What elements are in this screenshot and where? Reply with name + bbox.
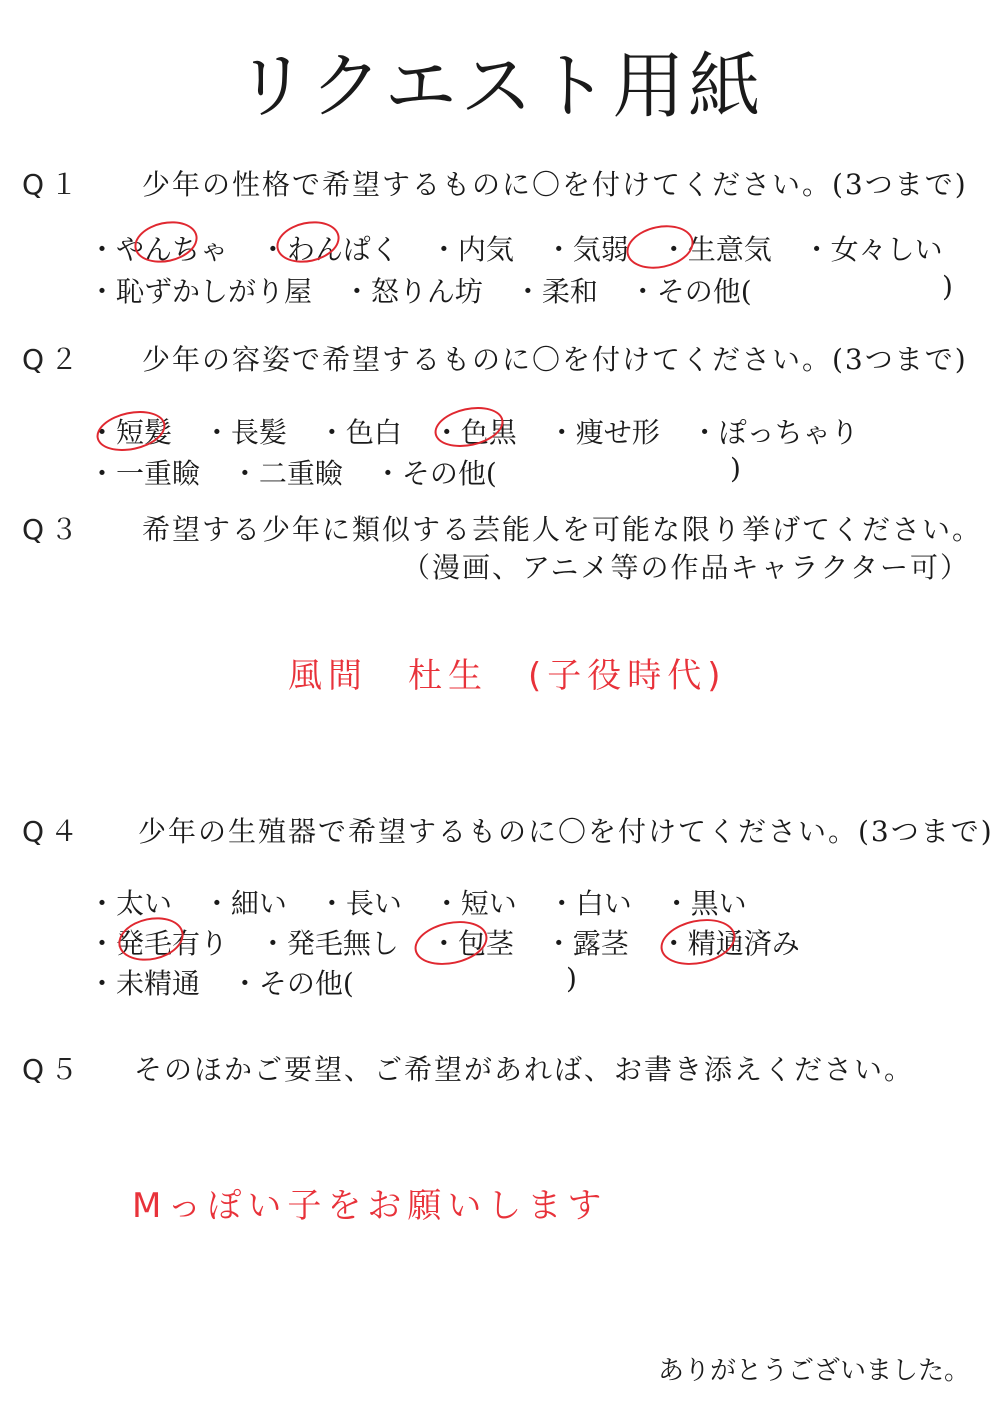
- q1-option[interactable]: ・女々しい: [802, 233, 943, 266]
- q1-option[interactable]: ・気弱: [544, 233, 629, 266]
- q2-option[interactable]: ・ぽっちゃり: [690, 416, 859, 449]
- q1-other-close-paren: ): [942, 270, 953, 303]
- q2-option[interactable]: ・短髪: [88, 416, 173, 449]
- q2-other-close-paren: ): [730, 452, 741, 485]
- q2-option[interactable]: ・色黒: [432, 416, 517, 449]
- q4-option[interactable]: ・細い: [202, 887, 287, 920]
- q4-option[interactable]: ・発毛有り: [88, 927, 229, 960]
- q2-option[interactable]: ・一重瞼: [88, 457, 201, 490]
- q4-option[interactable]: ・白い: [547, 887, 632, 920]
- q4-option[interactable]: ・長い: [317, 887, 402, 920]
- q4-option[interactable]: ・黒い: [662, 887, 747, 920]
- q1-option[interactable]: ・怒りん坊: [342, 275, 483, 308]
- q1-option[interactable]: ・生意気: [659, 233, 772, 266]
- q4-option-other[interactable]: ・その他(: [230, 967, 354, 1000]
- q2-options-row2: [88, 452, 519, 492]
- q4-option[interactable]: ・未精通: [88, 967, 201, 1000]
- closing-thanks: ありがとうございました。: [657, 1356, 970, 1386]
- q1-options-row2: [88, 270, 774, 310]
- q1-number: Q１: [22, 168, 85, 201]
- q1-option[interactable]: ・柔和: [513, 275, 598, 308]
- q2-option[interactable]: ・長髪: [202, 416, 287, 449]
- q2-number: Q２: [22, 343, 85, 376]
- q1-option[interactable]: ・やんちゃ: [88, 233, 229, 266]
- q3-note: （漫画、アニメ等の作品キャラクター可）: [401, 551, 970, 584]
- q4-options-row1: [88, 882, 769, 922]
- q1-option[interactable]: ・わんぱく: [258, 233, 399, 266]
- q5-question: そのほかご要望、ご希望があれば、お書き添えください。: [134, 1053, 915, 1086]
- q1-options-row1: [88, 228, 965, 268]
- q1-question: 少年の性格で希望するものに〇を付けてください。(3つまで): [142, 168, 968, 201]
- q2-option[interactable]: ・痩せ形: [547, 416, 660, 449]
- q1-option-other[interactable]: ・その他(: [628, 275, 752, 308]
- q5-number: Q５: [22, 1053, 85, 1086]
- q3-question: 希望する少年に類似する芸能人を可能な限り挙げてください。: [142, 513, 983, 546]
- q4-option[interactable]: ・太い: [88, 887, 173, 920]
- page-title: リクエスト用紙: [235, 44, 765, 128]
- q5-handwritten-answer: Mっぽい子をお願いします: [132, 1186, 608, 1226]
- q3-number: Q３: [22, 513, 85, 546]
- q4-option[interactable]: ・発毛無し: [258, 927, 399, 960]
- q4-other-close-paren: ): [566, 962, 577, 995]
- q2-option-other[interactable]: ・その他(: [373, 457, 497, 490]
- q1-option[interactable]: ・恥ずかしがり屋: [88, 275, 313, 308]
- q1-option[interactable]: ・内気: [429, 233, 514, 266]
- q4-options-row3: [88, 962, 376, 1002]
- q4-option[interactable]: ・露茎: [544, 927, 629, 960]
- q2-option[interactable]: ・色白: [317, 416, 402, 449]
- q2-question: 少年の容姿で希望するものに〇を付けてください。(3つまで): [142, 343, 968, 376]
- q4-number: Q４: [22, 815, 85, 848]
- q4-option[interactable]: ・包茎: [429, 927, 514, 960]
- q4-options-row2: [88, 922, 822, 962]
- q4-option[interactable]: ・精通済み: [659, 927, 800, 960]
- q4-question: 少年の生殖器で希望するものに〇を付けてください。(3つまで): [138, 815, 994, 848]
- q2-option[interactable]: ・二重瞼: [230, 457, 343, 490]
- q4-option[interactable]: ・短い: [432, 887, 517, 920]
- q2-options-row1: [88, 411, 881, 451]
- q3-handwritten-answer: 風間 杜生 (子役時代): [288, 656, 727, 696]
